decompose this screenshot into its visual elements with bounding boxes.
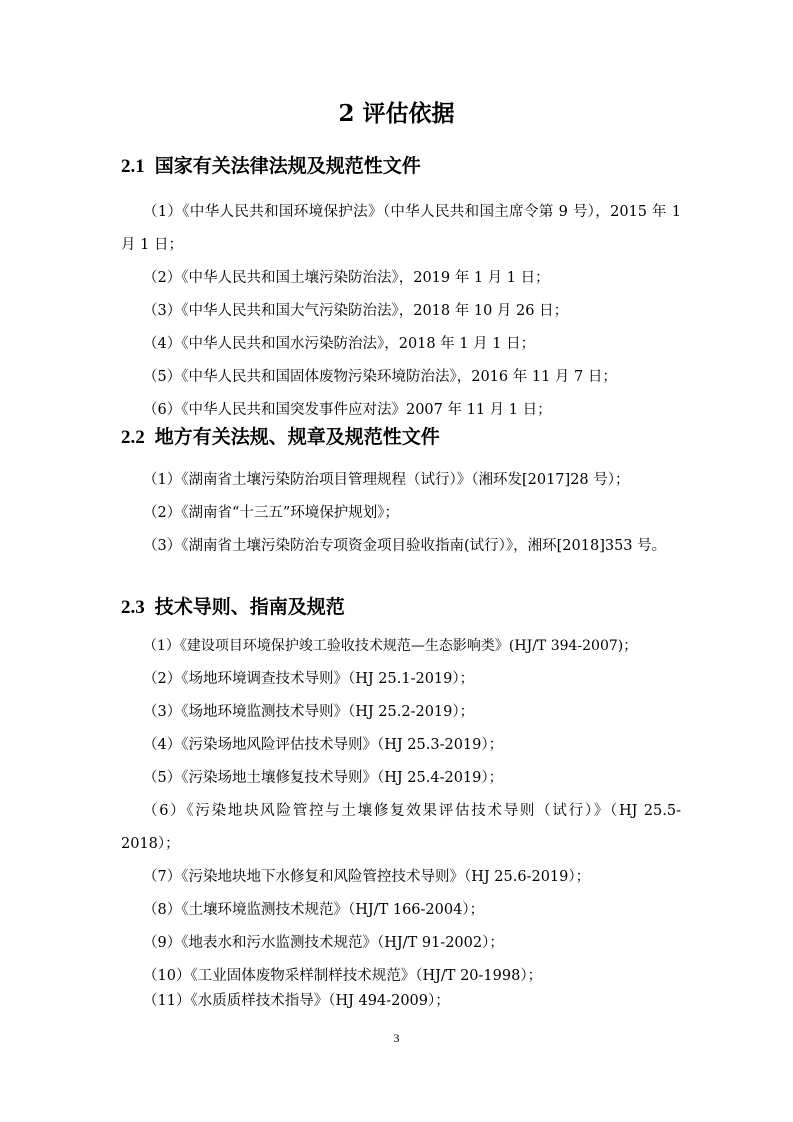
section-heading-2-3: [121, 594, 345, 621]
list-item: （3）《中华人民共和国大气污染防治法》，2018 年 10 月 26 日；: [143, 303, 569, 319]
list-item: （6）《污染地块风险管控与土壤修复效果评估技术导则（试行）》（HJ 25.5-2018）；: [121, 803, 681, 852]
list-item: （9）《地表水和污水监测技术规范》（HJ/T 91-2002）；: [143, 935, 504, 951]
list-item: （8）《土壤环境监测技术规范》（HJ/T 166-2004）；: [143, 902, 485, 918]
list-item: （7）《污染地块地下水修复和风险管控技术导则》（HJ 25.6-2019）；: [143, 869, 591, 885]
list-item: （1）《建设项目环境保护竣工验收技术规范—生态影响类》(HJ/T 394-2007)；: [143, 638, 638, 654]
list-item: （10）《工业固体废物采样制样技术规范》（HJ/T 20-1998）；: [143, 968, 543, 984]
list-item: （2）《中华人民共和国土壤污染防治法》，2019 年 1 月 1 日；: [143, 270, 550, 286]
section-title: 地方有关法规、规章及规范性文件: [154, 426, 440, 448]
list-item: （2）《场地环境调查技术导则》（HJ 25.1-2019）；: [143, 671, 475, 687]
section-number: 2.3: [121, 597, 145, 618]
list-item: （4）《污染场地风险评估技术导则》（HJ 25.3-2019）；: [143, 737, 504, 753]
list-item: （6）《中华人民共和国突发事件应对法》2007 年 11 月 1 日；: [143, 402, 552, 418]
section-heading-2-2: [121, 424, 440, 451]
section-number: 2.2: [121, 427, 145, 448]
list-item: （3）《湖南省土壤污染防治专项资金项目验收指南(试行）》，湘环[2018]353 号。: [143, 538, 667, 554]
list-item: （1）《中华人民共和国环境保护法》（中华人民共和国主席令第 9 号），2015 年 1 月 1 日；: [121, 204, 681, 253]
list-item: （3）《场地环境监测技术导则》（HJ 25.2-2019）；: [143, 704, 475, 720]
section-heading-2-1: [121, 153, 421, 180]
section-number: 2.1: [121, 156, 145, 177]
list-item: （2）《湖南省“十三五”环境保护规划》；: [143, 505, 400, 521]
list-item: （4）《中华人民共和国水污染防治法》，2018 年 1 月 1 日；: [143, 336, 536, 352]
list-item: （5）《污染场地土壤修复技术导则》（HJ 25.4-2019）；: [143, 770, 504, 786]
list-item: （11）《水质质样技术指导》（HJ 494-2009）；: [143, 993, 450, 1009]
section-title: 技术导则、指南及规范: [154, 596, 345, 618]
chapter-title: 2 评估依据: [338, 100, 455, 127]
section-title: 国家有关法律法规及规范性文件: [154, 155, 421, 177]
list-item: （5）《中华人民共和国固体废物污染环境防治法》，2016 年 11 月 7 日；: [143, 369, 617, 385]
page-number: 3: [393, 1031, 400, 1045]
list-item: （1）《湖南省土壤污染防治项目管理规程（试行）》（湘环发[2017]28 号）；: [143, 472, 630, 488]
